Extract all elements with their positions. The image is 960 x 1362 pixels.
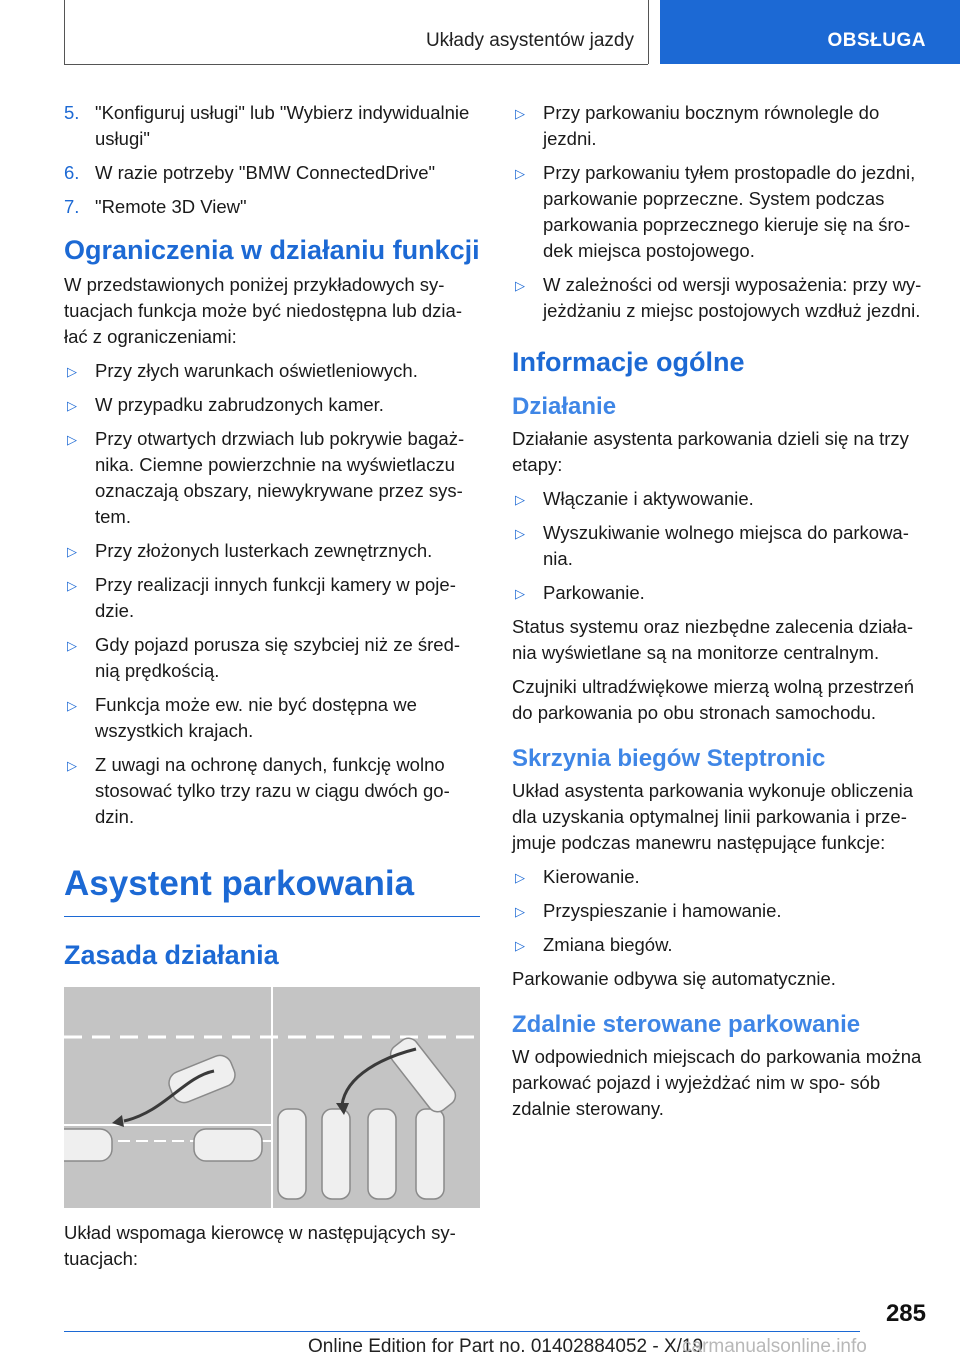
parked-car	[64, 1129, 112, 1161]
parking-diagram-svg	[64, 987, 480, 1208]
footer-rule	[64, 1331, 860, 1332]
list-item	[512, 898, 928, 924]
triangle-bullet-icon: ▷	[67, 578, 77, 593]
parked-car	[278, 1109, 306, 1199]
list-item	[64, 392, 480, 418]
parked-cars-right	[278, 1034, 459, 1199]
list-item	[512, 486, 928, 512]
parked-car	[416, 1109, 444, 1199]
list-item-text: Kierowanie.	[543, 866, 640, 887]
header-left-rule	[64, 0, 65, 64]
parked-car	[368, 1109, 396, 1199]
header-bottom-rule	[64, 64, 648, 65]
parking-illustration	[64, 987, 480, 1208]
step-text: "Remote 3D View"	[95, 196, 247, 217]
triangle-bullet-icon: ▷	[67, 398, 77, 413]
list-item	[64, 426, 480, 530]
moving-car	[387, 1034, 460, 1116]
chapter-label: OBSŁUGA	[827, 30, 926, 51]
right-column	[512, 100, 928, 1130]
parked-car	[322, 1109, 350, 1199]
parked-car	[194, 1129, 262, 1161]
list-item-text: Parkowanie.	[543, 582, 645, 603]
parked-cars-left	[64, 1052, 262, 1161]
list-item	[64, 358, 480, 384]
list-item-text: Z uwagi na ochronę danych, funkcję wolno stosować tylko trzy razu w ciągu dwóch go- dzin.	[95, 754, 450, 827]
triangle-bullet-icon: ▷	[515, 166, 525, 181]
triangle-bullet-icon: ▷	[515, 278, 525, 293]
limits-heading: Ograniczenia w działaniu funkcji	[64, 235, 480, 265]
remote-heading: Zdalnie sterowane parkowanie	[512, 1011, 861, 1038]
chapter-tab[interactable]	[660, 0, 960, 64]
list-item	[512, 272, 928, 324]
step-text: W razie potrzeby "BMW ConnectedDrive"	[95, 162, 436, 183]
list-item	[64, 692, 480, 744]
triangle-bullet-icon: ▷	[515, 106, 525, 121]
header-right-rule	[648, 0, 649, 64]
function-steps-list	[512, 486, 928, 606]
status-text: Status systemu oraz niezbędne zalecenia działa- nia wyświetlane są na monitorze centralnym.	[512, 616, 914, 663]
triangle-bullet-icon: ▷	[67, 432, 77, 447]
step-number: 6.	[64, 162, 80, 183]
function-intro: Działanie asystenta parkowania dzieli się na trzy etapy:	[512, 428, 909, 475]
triangle-bullet-icon: ▷	[67, 758, 77, 773]
list-item	[512, 932, 928, 958]
steptronic-list	[512, 864, 928, 958]
step-text: "Konfiguruj usługi" lub "Wybierz indywidualnie usługi"	[95, 102, 470, 149]
triangle-bullet-icon: ▷	[67, 544, 77, 559]
list-item	[512, 520, 928, 572]
list-item-text: Wyszukiwanie wolnego miejsca do parkowa- nia.	[543, 522, 909, 569]
figure-caption: Układ wspomaga kierowcę w następujących sy- tuacjach:	[64, 1222, 456, 1269]
page-header	[0, 0, 960, 66]
list-item-text: Przyspieszanie i hamowanie.	[543, 900, 782, 921]
list-item-text: W przypadku zabrudzonych kamer.	[95, 394, 384, 415]
triangle-bullet-icon: ▷	[67, 364, 77, 379]
sub-heading: Zasada działania	[64, 940, 279, 970]
function-heading: Działanie	[512, 393, 617, 420]
step-item	[64, 100, 480, 152]
triangle-bullet-icon: ▷	[515, 870, 525, 885]
list-item-text: Przy złożonych lusterkach zewnętrznych.	[95, 540, 433, 561]
list-item	[64, 752, 480, 830]
remote-text: W odpowiednich miejscach do parkowania można parkować pojazd i wyjeżdżać nim w spo- sób zdalnie sterowany.	[512, 1046, 922, 1119]
triangle-bullet-icon: ▷	[515, 904, 525, 919]
steptronic-note: Parkowanie odbywa się automatycznie.	[512, 968, 836, 989]
list-item-text: Gdy pojazd porusza się szybciej niż ze śred- nią prędkością.	[95, 634, 461, 681]
list-item-text: Włączanie i aktywowanie.	[543, 488, 754, 509]
triangle-bullet-icon: ▷	[67, 698, 77, 713]
list-item-text: Przy realizacji innych funkcji kamery w poje- dzie.	[95, 574, 456, 621]
steptronic-intro: Układ asystenta parkowania wykonuje obliczenia dla uzyskania optymalnej linii parkowania i prze- jmuje podczas manewru następujące funkcje:	[512, 780, 914, 853]
main-heading: Asystent parkowania	[64, 862, 480, 917]
list-item-text: Przy złych warunkach oświetleniowych.	[95, 360, 418, 381]
list-item-text: Przy otwartych drzwiach lub pokrywie bagaż- nika. Ciemne powierzchnie na wyświetlaczu oznaczają obszary, niewykrywane przez sys- tem.	[95, 428, 465, 527]
watermark: carmanualsonline.info	[682, 1336, 867, 1357]
step-item	[64, 160, 480, 186]
list-item	[64, 572, 480, 624]
triangle-bullet-icon: ▷	[515, 492, 525, 507]
list-item-text: W zależności od wersji wyposażenia: przy wy- jeżdżaniu z miejsc postojowych wzdłuż jezdni.	[543, 274, 922, 321]
moving-car	[165, 1052, 238, 1106]
section-title: Układy asystentów jazdy	[425, 30, 634, 51]
situations-list	[512, 100, 928, 324]
triangle-bullet-icon: ▷	[67, 638, 77, 653]
list-item	[64, 632, 480, 684]
list-item-text: Przy parkowaniu tyłem prostopadle do jezdni, parkowanie poprzeczne. System podczas parkowania poprzecznego kieruje się na śro- dek miejsca postojowego.	[543, 162, 916, 261]
left-column	[64, 100, 480, 1280]
triangle-bullet-icon: ▷	[515, 586, 525, 601]
step-number: 7.	[64, 196, 80, 217]
step-list	[64, 100, 480, 220]
triangle-bullet-icon: ▷	[515, 526, 525, 541]
limits-list	[64, 358, 480, 830]
list-item	[512, 100, 928, 152]
triangle-bullet-icon: ▷	[515, 938, 525, 953]
list-item	[64, 538, 480, 564]
list-item-text: Zmiana biegów.	[543, 934, 673, 955]
step-number: 5.	[64, 102, 80, 123]
sensors-text: Czujniki ultradźwiękowe mierzą wolną przestrzeń do parkowania po obu stronach samochodu.	[512, 676, 915, 723]
steptronic-heading: Skrzynia biegów Steptronic	[512, 745, 826, 772]
limits-intro: W przedstawionych poniżej przykładowych sy- tuacjach funkcja może być niedostępna lub dzia- łać z ograniczeniami:	[64, 274, 462, 347]
general-heading: Informacje ogólne	[512, 347, 745, 377]
edition-note: Online Edition for Part no. 01402884052 - X/19	[308, 1336, 704, 1357]
list-item-text: Funkcja może ew. nie być dostępna we wszystkich krajach.	[95, 694, 417, 741]
list-item	[512, 864, 928, 890]
list-item	[512, 580, 928, 606]
list-item-text: Przy parkowaniu bocznym równolegle do jezdni.	[543, 102, 880, 149]
list-item	[512, 160, 928, 264]
step-item	[64, 194, 480, 220]
page-number: 285	[885, 1300, 926, 1327]
